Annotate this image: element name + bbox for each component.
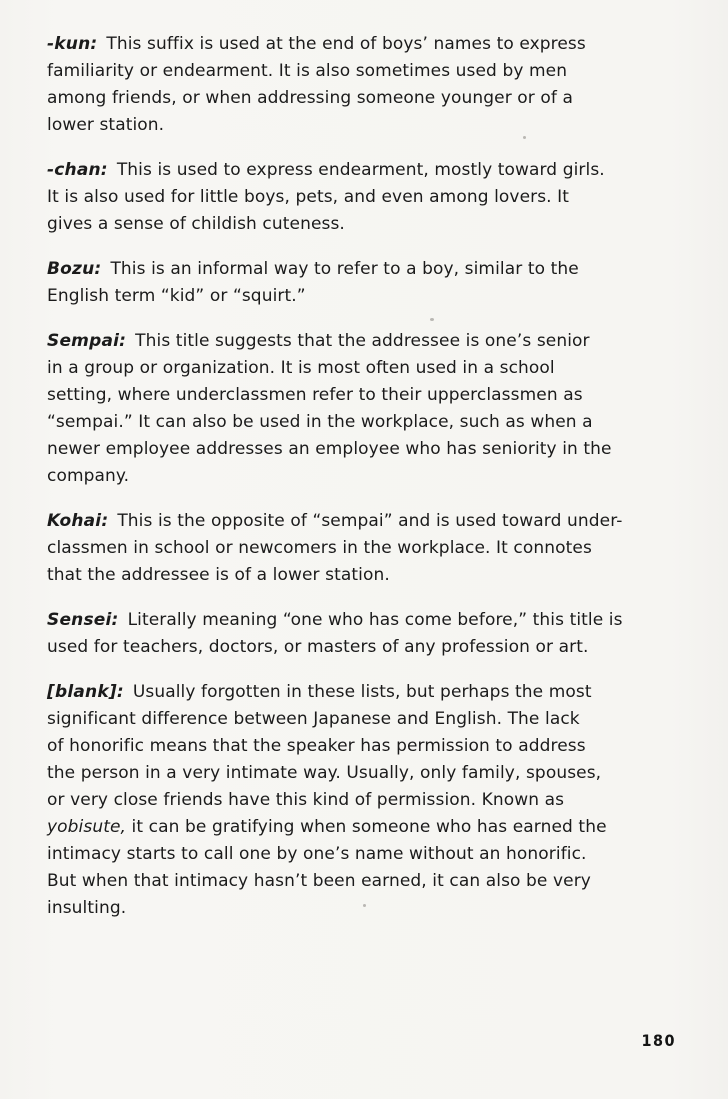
text-line: It is also used for little boys, pets, and even among lovers. It (47, 187, 570, 207)
term-label: -kun: (47, 34, 98, 54)
text-line: that the addressee is of a lower station. (47, 565, 390, 585)
text-line: intimacy starts to call one by one’s name without an honorific. (47, 844, 587, 864)
text-line: But when that intimacy hasn’t been earned, it can also be very (47, 871, 591, 891)
definition-paragraph-blank (47, 679, 662, 922)
text-line: gives a sense of childish cuteness. (47, 214, 345, 234)
italic-text: yobisute, (47, 817, 127, 837)
definition-paragraph-sempai (47, 328, 662, 490)
text-line: the person in a very intimate way. Usually, only family, spouses, (47, 763, 602, 783)
term-label: Bozu: (47, 259, 102, 279)
text-line: company. (47, 466, 130, 486)
definition-paragraph-kohai (47, 508, 662, 589)
text-line: “sempai.” It can also be used in the workplace, such as when a (47, 412, 593, 432)
text-line: lower station. (47, 115, 165, 135)
term-label: -chan: (47, 160, 108, 180)
text-line: -chan: This is used to express endearment, mostly toward girls. (47, 160, 605, 180)
definition-paragraph-bozu (47, 256, 662, 310)
scan-speckle (430, 318, 434, 321)
term-label: Sensei: (47, 610, 119, 630)
text-line: -kun: This suffix is used at the end of boys’ names to express (47, 34, 586, 54)
term-label: Sempai: (47, 331, 127, 351)
text-line: Sempai: This title suggests that the addressee is one’s senior (47, 331, 590, 351)
text-line: familiarity or endearment. It is also sometimes used by men (47, 61, 568, 81)
text-line: among friends, or when addressing someone younger or of a (47, 88, 573, 108)
text-line: in a group or organization. It is most often used in a school (47, 358, 555, 378)
scan-speckle (363, 904, 366, 907)
term-label: [blank]: (47, 682, 124, 702)
text-line: significant difference between Japanese and English. The lack (47, 709, 580, 729)
text-line: Sensei: Literally meaning “one who has come before,” this title is (47, 610, 623, 630)
text-line: yobisute, it can be gratifying when someone who has earned the (47, 817, 607, 837)
text-line: classmen in school or newcomers in the workplace. It connotes (47, 538, 592, 558)
page-number: 180 (641, 1031, 676, 1050)
term-label: Kohai: (47, 511, 109, 531)
definitions-list (47, 31, 662, 940)
text-line: used for teachers, doctors, or masters of any profession or art. (47, 637, 589, 657)
definition-paragraph-sensei (47, 607, 662, 661)
text-line: newer employee addresses an employee who has seniority in the (47, 439, 612, 459)
definition-paragraph-chan (47, 157, 662, 238)
text-line: Kohai: This is the opposite of “sempai” and is used toward under- (47, 511, 623, 531)
text-line: insulting. (47, 898, 127, 918)
scan-speckle (523, 136, 526, 139)
text-line: or very close friends have this kind of permission. Known as (47, 790, 565, 810)
text-line: Bozu: This is an informal way to refer to a boy, similar to the (47, 259, 579, 279)
text-line: English term “kid” or “squirt.” (47, 286, 306, 306)
text-line: of honorific means that the speaker has permission to address (47, 736, 586, 756)
definition-paragraph-kun (47, 31, 662, 139)
text-line: [blank]: Usually forgotten in these lists, but perhaps the most (47, 682, 592, 702)
text-line: setting, where underclassmen refer to their upperclassmen as (47, 385, 583, 405)
